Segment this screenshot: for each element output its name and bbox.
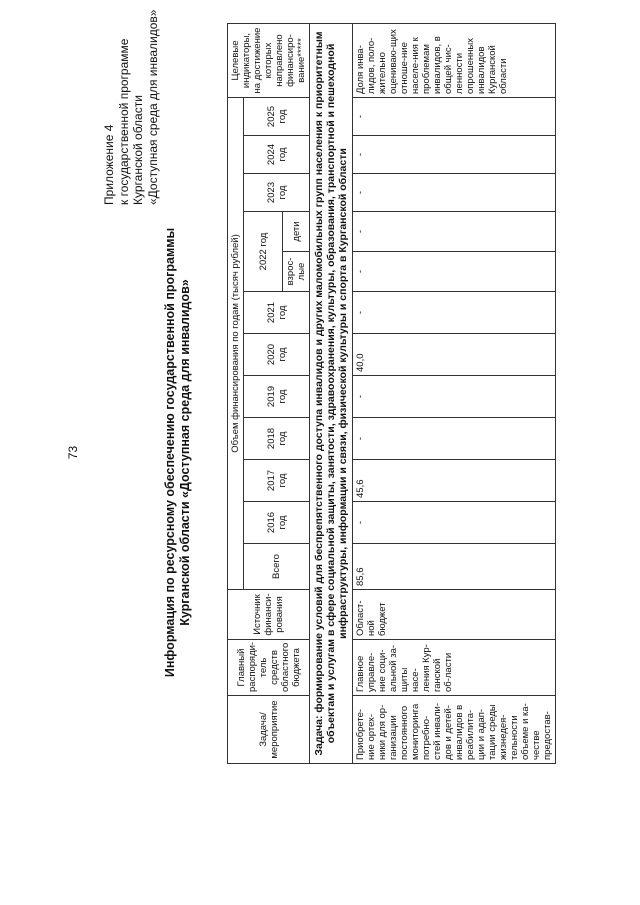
funding-table bbox=[227, 23, 556, 764]
header-targets: Целевые индикаторы, на достижение которых направлено финансиро-вание***** bbox=[228, 24, 310, 98]
appendix-line: Курганской области bbox=[131, 95, 145, 205]
cell-source: Област-ной бюджет bbox=[353, 590, 556, 640]
header-2022: 2022 год bbox=[244, 212, 283, 292]
document-title bbox=[163, 0, 193, 905]
header-2018: 2018 год bbox=[244, 418, 310, 460]
cell-2018: - bbox=[353, 418, 556, 460]
cell-2025: - bbox=[353, 98, 556, 136]
cell-total: 85,6 bbox=[353, 544, 556, 590]
cell-children: - bbox=[353, 212, 556, 252]
appendix-line: к государственной программе bbox=[116, 38, 131, 205]
header-adults: взрос-лые bbox=[283, 252, 310, 292]
cell-target: Доля инва-лидов, поло-жительно оцениваю-щих отноше-ние населе-ния к проблемам инвалидов, в общей чис-ленности опрошенных инвалидов Курганской области bbox=[353, 24, 556, 98]
header-2016: 2016 год bbox=[244, 502, 310, 544]
header-source: Источник финанси-рования bbox=[228, 590, 310, 640]
appendix-line: Приложение 4 bbox=[102, 124, 116, 205]
header-children: дети bbox=[283, 212, 310, 252]
cell-2023: - bbox=[353, 174, 556, 212]
task-row bbox=[310, 24, 353, 764]
cell-adults: - bbox=[353, 252, 556, 292]
header-2024: 2024 год bbox=[244, 136, 310, 174]
appendix-block bbox=[102, 10, 160, 205]
header-2020: 2020 год bbox=[244, 334, 310, 376]
cell-2020: 40,0 bbox=[353, 334, 556, 376]
header-2017: 2017 год bbox=[244, 460, 310, 502]
cell-manager: Главное управле-ние соци-альной за-щиты насе-ления Кур-ганской об-ласти bbox=[353, 640, 556, 696]
cell-2024: - bbox=[353, 136, 556, 174]
header-2023: 2023 год bbox=[244, 174, 310, 212]
header-2019: 2019 год bbox=[244, 376, 310, 418]
appendix-line: «Доступная среда для инвалидов» bbox=[145, 9, 160, 205]
cell-2016: - bbox=[353, 502, 556, 544]
title-line: Курганской области «Доступная среда для инвалидов» bbox=[178, 279, 192, 626]
header-total: Всего bbox=[244, 544, 310, 590]
header-row bbox=[228, 24, 244, 764]
header-2025: 2025 год bbox=[244, 98, 310, 136]
cell-2017: 45,6 bbox=[353, 460, 556, 502]
cell-event: Приобрете-ние ортех-ники для ор-ганизации постоянного мониторинга потребно-стей инвали-дов и детей-инвалидов в реабилита-ции и адап-тации среды жизнедея-тельности объеме и ка-честве предостав- bbox=[353, 696, 556, 764]
header-volume: Объем финансирования по годам (тысяч рублей) bbox=[228, 98, 244, 590]
cell-2019: - bbox=[353, 376, 556, 418]
table-row bbox=[353, 24, 556, 764]
header-2021: 2021 год bbox=[244, 292, 310, 334]
header-task: Задача/ мероприятие bbox=[228, 696, 310, 764]
title-line: Информация по ресурсному обеспечению государственной программы bbox=[163, 227, 177, 678]
task-text: Задача: формирование условий для беспрепятственного доступа инвалидов и других маломобильных групп населения к приоритетным объектам и услугам в сфере социальной защиты, занятости, здравоохранения, культуры, образования, транспортной и пешеходной инфраструктуры, информации и связи, физической культуры и спорта в Курганской области bbox=[310, 24, 353, 764]
page-number: 73 bbox=[66, 445, 80, 460]
cell-2021: - bbox=[353, 292, 556, 334]
header-manager: Главный распоряди-тель средств областного бюджета bbox=[228, 640, 310, 696]
